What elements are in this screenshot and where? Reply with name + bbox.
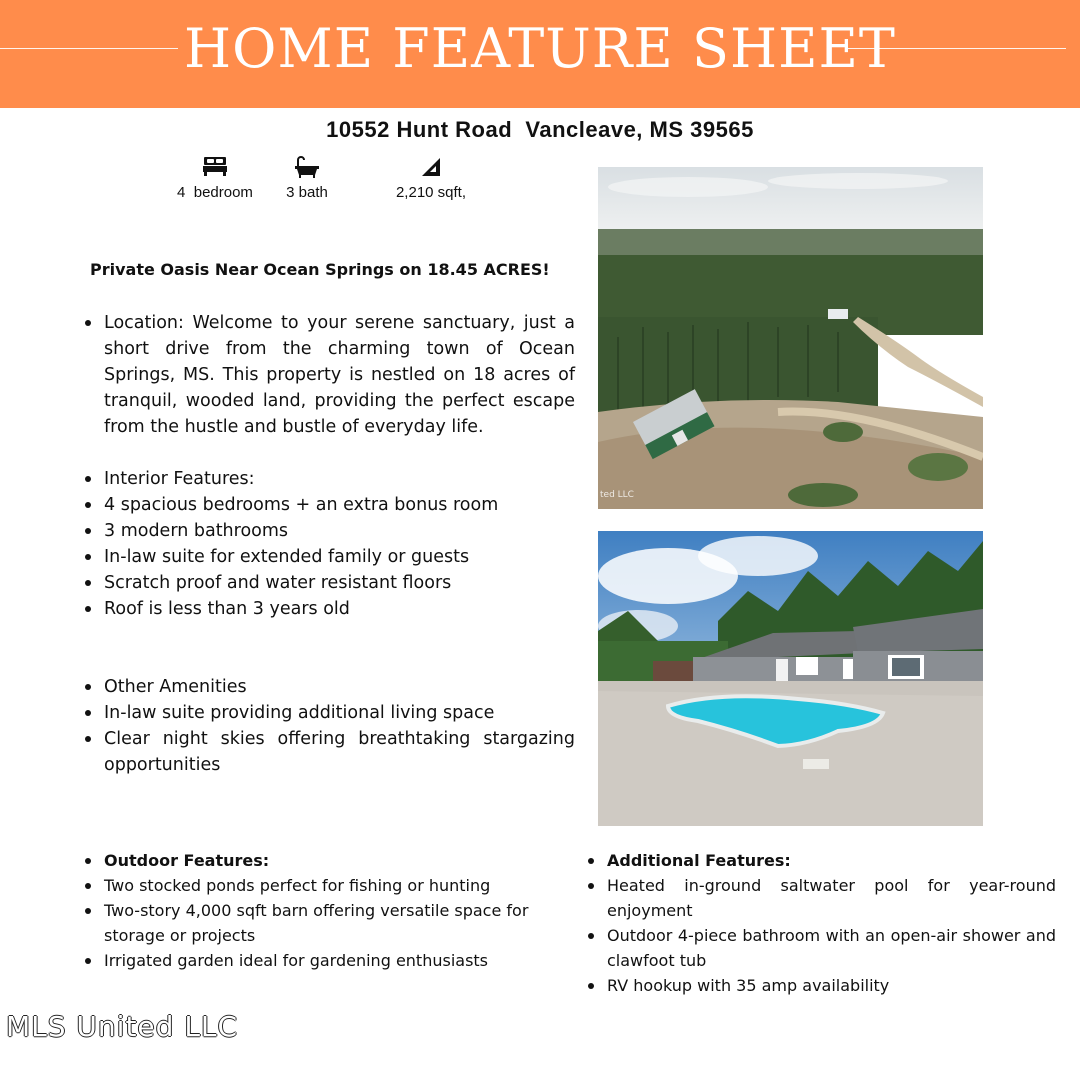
location-heading: Location: (104, 313, 184, 333)
pool-photo (598, 531, 983, 826)
bed-icon (202, 156, 228, 178)
ruler-triangle-icon (420, 156, 442, 178)
header-banner (0, 0, 1080, 108)
property-address: 10552 Hunt Road Vancleave, MS 39565 (326, 117, 754, 142)
amenities-item: In-law suite providing additional living space (80, 700, 575, 726)
amenities-item: Clear night skies offering breathtaking stargazing opportunities (80, 726, 575, 778)
interior-item: Scratch proof and water resistant floors (80, 570, 575, 596)
interior-item: 3 modern bathrooms (80, 518, 575, 544)
interior-heading: Interior Features: (80, 466, 575, 492)
tagline: Private Oasis Near Ocean Springs on 18.45 ACRES! (90, 260, 550, 279)
outdoor-item: Irrigated garden ideal for gardening enthusiasts (80, 948, 560, 973)
additional-section (583, 848, 1056, 998)
additional-item: Heated in-ground saltwater pool for year-round enjoyment (583, 873, 1056, 923)
interior-item: In-law suite for extended family or guests (80, 544, 575, 570)
stat-bedroom (168, 156, 262, 201)
additional-heading: Additional Features: (583, 848, 1056, 873)
mls-watermark: MLS United LLC (6, 1010, 239, 1043)
outdoor-section (80, 848, 560, 973)
additional-item: Outdoor 4-piece bathroom with an open-air shower and clawfoot tub (583, 923, 1056, 973)
stat-bedroom-label: 4 bedroom (177, 184, 253, 201)
outdoor-item: Two stocked ponds perfect for fishing or hunting (80, 873, 560, 898)
location-section (80, 310, 575, 440)
stat-sqft-label: 2,210 sqft, (395, 184, 467, 201)
page-title: HOME FEATURE SHEET (184, 17, 896, 80)
amenities-section (80, 674, 575, 778)
interior-item: Roof is less than 3 years old (80, 596, 575, 622)
bathtub-icon (294, 156, 320, 178)
additional-item: RV hookup with 35 amp availability (583, 973, 1056, 998)
aerial-watermark: ted LLC (600, 490, 634, 500)
stat-sqft (376, 156, 486, 201)
location-text: Welcome to your serene sanctuary, just a short drive from the charming town of Ocean Springs, MS. This property is nestled on 18 acres of tranquil, wooded land, providing the perfect escape from the hustle and bustle of everyday life. (104, 313, 575, 437)
amenities-heading: Other Amenities (80, 674, 575, 700)
aerial-photo (598, 167, 983, 509)
stat-bath-label: 3 bath (286, 184, 328, 201)
location-item (80, 310, 575, 440)
interior-section (80, 466, 575, 622)
outdoor-heading: Outdoor Features: (80, 848, 560, 873)
outdoor-item: Two-story 4,000 sqft barn offering versatile space for storage or projects (80, 898, 560, 948)
stat-bath (270, 156, 344, 201)
interior-item: 4 spacious bedrooms + an extra bonus room (80, 492, 575, 518)
